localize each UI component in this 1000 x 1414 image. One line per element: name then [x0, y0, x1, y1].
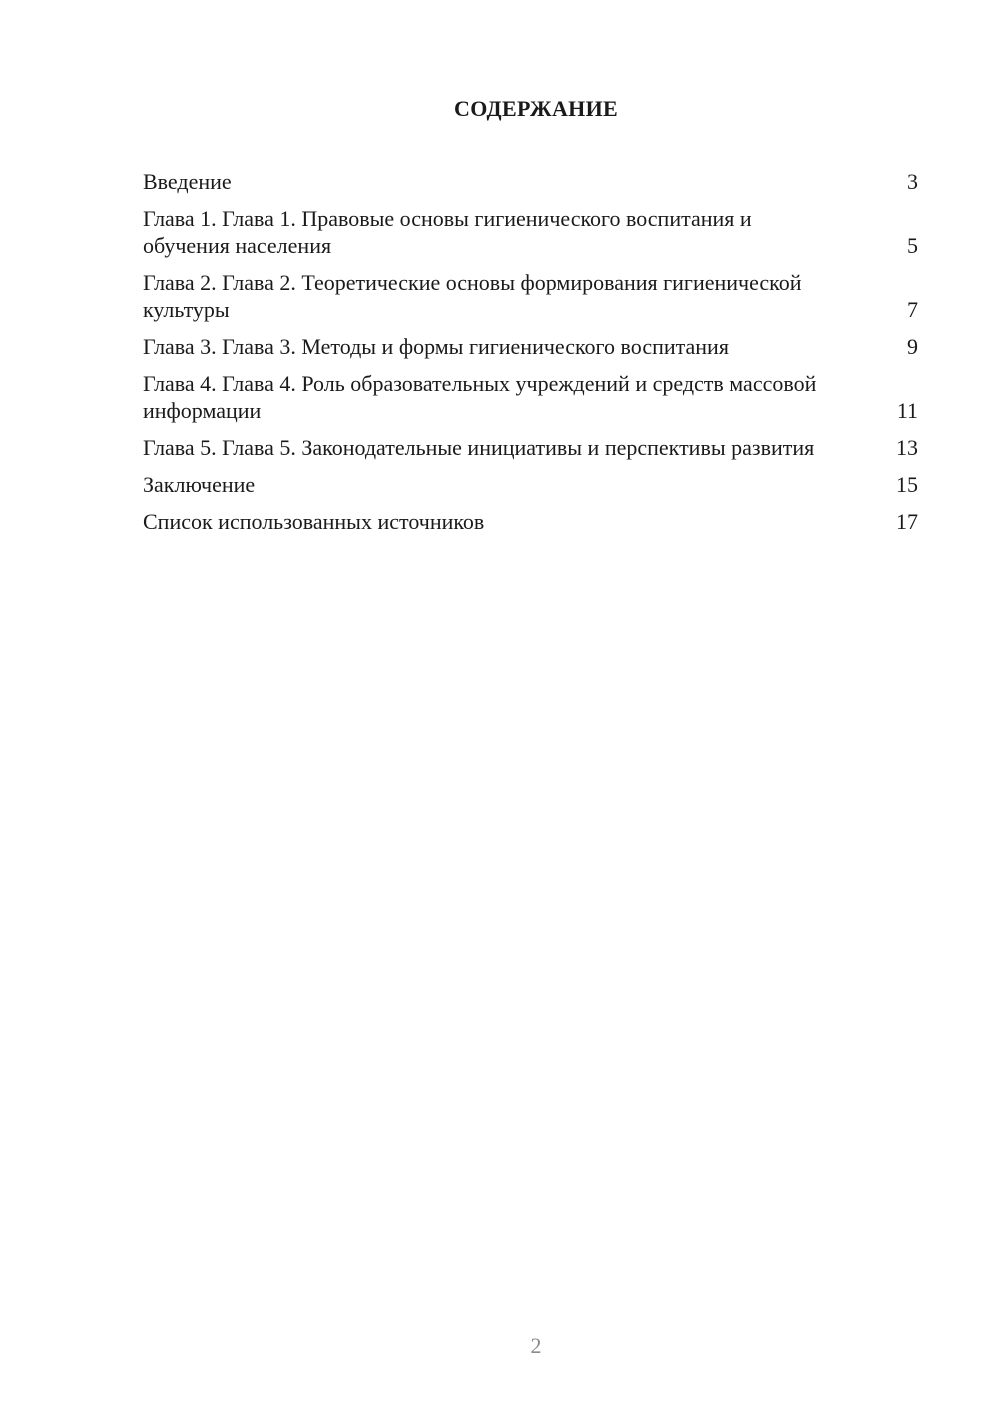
toc-entry-page: 5: [907, 233, 918, 258]
toc-entry: [143, 370, 918, 424]
table-of-contents: [143, 168, 918, 545]
toc-entry: [143, 434, 918, 461]
toc-entry: [143, 205, 918, 259]
toc-entry-page: 17: [896, 509, 918, 534]
toc-entry-page: 7: [907, 297, 918, 322]
toc-entry: [143, 508, 918, 535]
toc-entry: [143, 269, 918, 323]
toc-entry-page: 3: [907, 169, 918, 194]
toc-entry-title: Глава 5. Глава 5. Законодательные инициативы и перспективы развития: [143, 435, 815, 460]
toc-entry-page: 9: [907, 334, 918, 359]
toc-entry: [143, 168, 918, 195]
toc-entry-page: 15: [896, 472, 918, 497]
toc-entry: [143, 471, 918, 498]
toc-entry-page: 13: [896, 435, 918, 460]
toc-entry-title: Глава 3. Глава 3. Методы и формы гигиенического воспитания: [143, 334, 729, 359]
page-number: 2: [530, 1333, 542, 1358]
toc-entry-title: Список использованных источников: [143, 509, 485, 534]
toc-entry: [143, 333, 918, 360]
toc-entry-page: 11: [896, 398, 918, 423]
toc-entry-title: Глава 2. Глава 2. Теоретические основы формирования гигиенической культуры: [143, 270, 802, 322]
toc-entry-title: Введение: [143, 169, 232, 194]
page-title: СОДЕРЖАНИЕ: [454, 96, 618, 121]
toc-entry-title: Заключение: [143, 472, 256, 497]
toc-entry-title: Глава 1. Глава 1. Правовые основы гигиенического воспитания и обучения населения: [143, 206, 752, 258]
toc-entry-title: Глава 4. Глава 4. Роль образовательных учреждений и средств массовой информации: [143, 371, 817, 423]
